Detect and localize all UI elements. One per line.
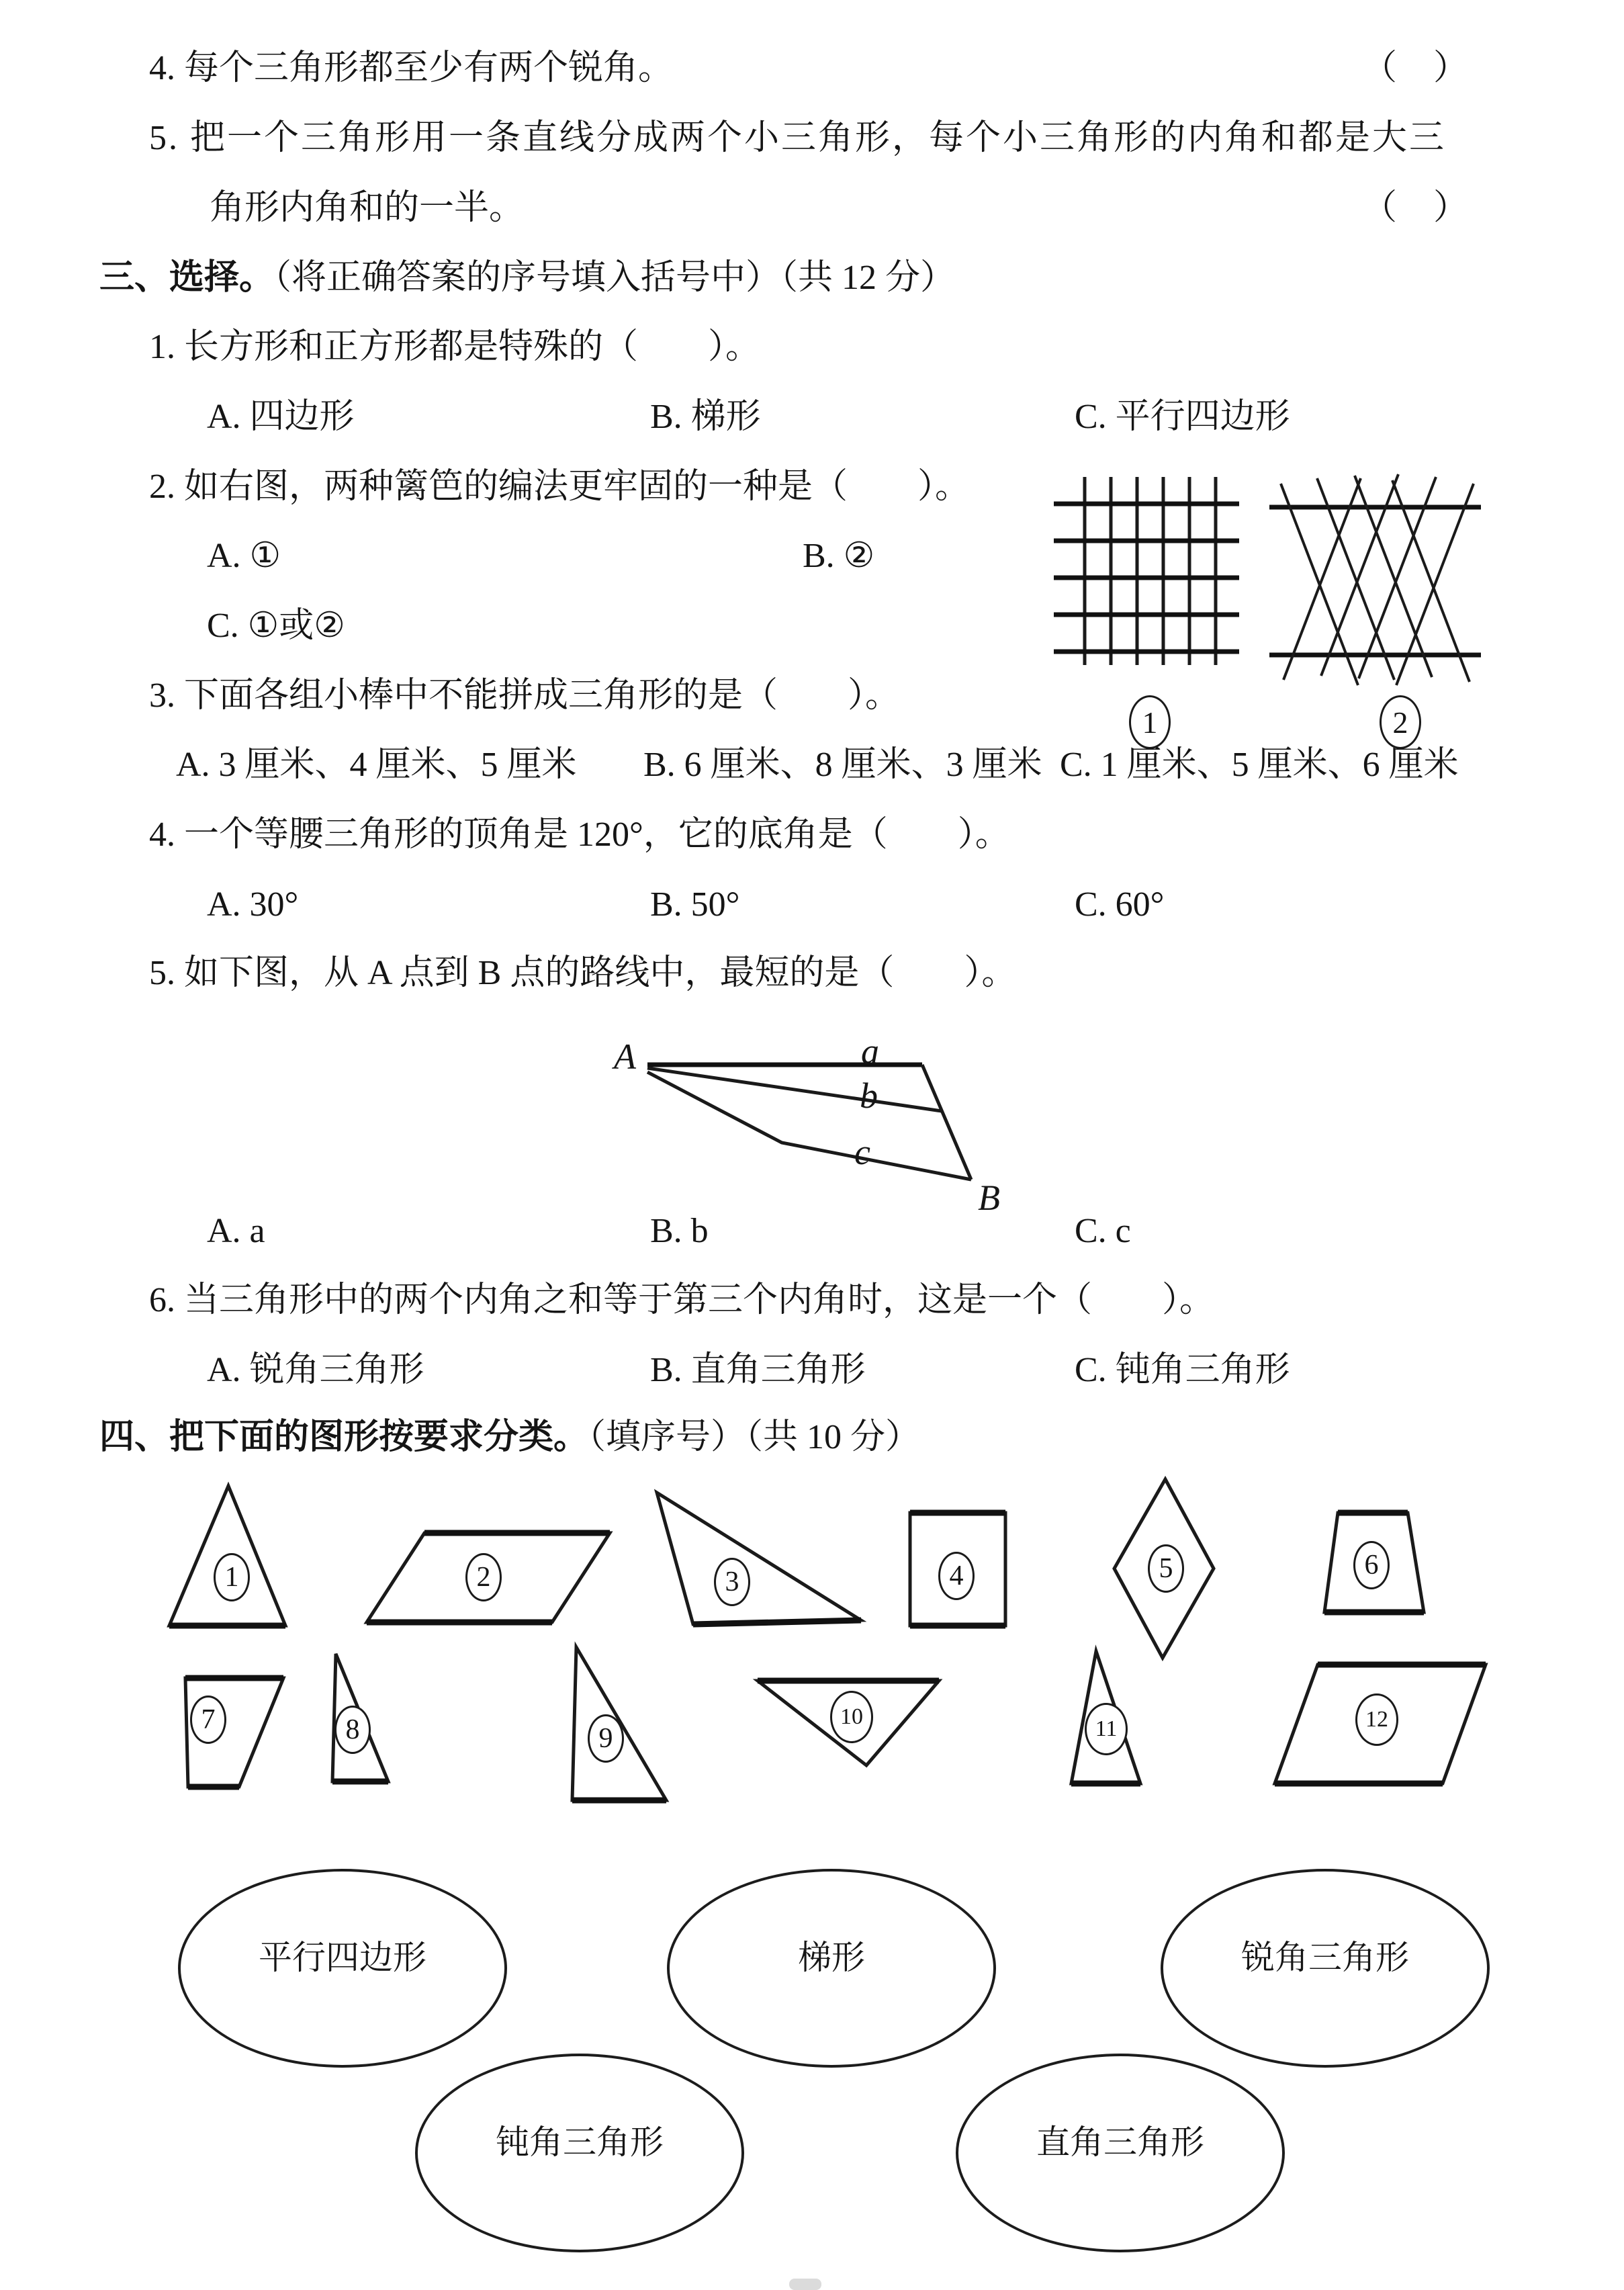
category-label-right-triangle: 直角三角形 — [1036, 2123, 1204, 2161]
fence-grid-1 — [1054, 477, 1239, 665]
choice-q2-option-a: A. ① — [207, 537, 281, 575]
choice-q5-option-c: C. c — [1075, 1212, 1131, 1250]
shape-4-number-circled: 4 — [938, 1552, 975, 1600]
category-ellipse-parallelogram — [178, 1869, 507, 2068]
choice-q6-option-c: C. 钝角三角形 — [1075, 1351, 1290, 1389]
fence-label-2-circled: 2 — [1380, 695, 1421, 749]
shape-10-number-circled: 10 — [830, 1691, 873, 1743]
shape-3-number-circled: 3 — [714, 1558, 750, 1606]
category-ellipse-trapezoid — [667, 1869, 996, 2068]
choice-q1-option-c: C. 平行四边形 — [1075, 398, 1290, 436]
choice-q3-option-a: A. 3 厘米、4 厘米、5 厘米 — [176, 746, 577, 784]
shape-3-obtuse-triangle — [657, 1493, 861, 1624]
category-label-acute-triangle: 锐角三角形 — [1241, 1939, 1409, 1976]
choice-q2-option-c: C. ①或② — [207, 607, 345, 645]
choice-q6-option-b: B. 直角三角形 — [650, 1351, 866, 1389]
choice-q4-option-a: A. 30° — [207, 885, 299, 924]
judge-q5-line2: 角形内角和的一半。 — [210, 189, 525, 227]
section3-heading-row — [99, 257, 955, 298]
category-ellipse-acute-triangle — [1161, 1869, 1490, 2068]
category-ellipse-obtuse-triangle — [415, 2054, 744, 2252]
judge-q5-answer-blank — [1362, 188, 1468, 228]
judge-q4-text: 4. 每个三角形都至少有两个锐角。 — [149, 49, 674, 87]
choice-q5-option-a: A. a — [207, 1212, 265, 1250]
category-label-trapezoid: 梯形 — [798, 1939, 865, 1976]
page-number-mark — [789, 2279, 821, 2290]
route-point-b-label: B — [978, 1178, 1000, 1218]
section3-title: 三、选择。 — [99, 258, 275, 297]
choice-q5-option-b: B. b — [650, 1212, 709, 1250]
choice-q4-text: 4. 一个等腰三角形的顶角是 120°，它的底角是（ ）。 — [149, 816, 1010, 854]
choice-q2-option-b: B. ② — [803, 537, 875, 575]
route-point-a-label: A — [614, 1037, 636, 1077]
paren-close: ） — [1433, 49, 1468, 87]
route-path-b-label: b — [860, 1075, 878, 1116]
route-path-c-label: c — [854, 1132, 870, 1172]
choice-q3-option-c: C. 1 厘米、5 厘米、6 厘米 — [1060, 746, 1459, 784]
shape-1-number-circled: 1 — [214, 1553, 250, 1601]
shape-6-number-circled: 6 — [1353, 1541, 1390, 1589]
route-right-edge-line — [922, 1065, 971, 1180]
choice-q3-option-b: B. 6 厘米、8 厘米、3 厘米 — [643, 746, 1042, 784]
choice-q1-text: 1. 长方形和正方形都是特殊的（ ）。 — [149, 328, 761, 366]
shape-9-number-circled: 9 — [588, 1714, 624, 1763]
category-ellipse-right-triangle — [956, 2054, 1285, 2252]
choice-q6-option-a: A. 锐角三角形 — [207, 1351, 424, 1389]
route-path-a-label: a — [861, 1031, 879, 1071]
category-label-parallelogram: 平行四边形 — [259, 1939, 426, 1976]
section4-note: （填序号）（共 10 分） — [588, 1418, 921, 1456]
choice-q4-option-c: C. 60° — [1075, 885, 1165, 924]
choice-q4-option-b: B. 50° — [650, 885, 740, 924]
paren-open: （ — [1362, 189, 1398, 227]
fence-weave-diagram — [1044, 464, 1515, 746]
section4-title: 四、把下面的图形按要求分类。 — [99, 1417, 589, 1456]
section4-heading-row — [99, 1417, 920, 1458]
shape-11-number-circled: 11 — [1085, 1703, 1128, 1755]
judge-q4-answer-blank — [1362, 48, 1468, 89]
category-label-obtuse-triangle: 钝角三角形 — [496, 2123, 664, 2161]
choice-q3-text: 3. 下面各组小棒中不能拼成三角形的是（ ）。 — [149, 676, 901, 715]
choice-q5-text: 5. 如下图，从 A 点到 B 点的路线中，最短的是（ ）。 — [149, 954, 1017, 992]
route-path-c-line — [647, 1072, 971, 1180]
judge-q5-line1: 5. 把一个三角形用一条直线分成两个小三角形，每个小三角形的内角和都是大三 — [149, 119, 1447, 157]
choice-q1-option-b: B. 梯形 — [650, 398, 761, 436]
choice-q1-option-a: A. 四边形 — [207, 398, 355, 436]
fence-crisscross-2 — [1269, 474, 1481, 685]
shape-7-number-circled: 7 — [190, 1696, 226, 1744]
route-path-b-line — [647, 1068, 942, 1111]
classify-shapes-figure — [94, 1471, 1531, 1814]
fence-label-1-circled: 1 — [1129, 695, 1171, 749]
shape-5-number-circled: 5 — [1148, 1544, 1184, 1593]
route-a-b-diagram — [591, 1028, 1034, 1202]
section3-note: （将正确答案的序号填入括号中）（共 12 分） — [274, 259, 956, 297]
shape-8-number-circled: 8 — [334, 1706, 371, 1754]
shape-2-number-circled: 2 — [465, 1553, 502, 1601]
paren-close: ） — [1433, 189, 1468, 227]
choice-q6-text: 6. 当三角形中的两个内角之和等于第三个内角时，这是一个（ ）。 — [149, 1281, 1215, 1319]
choice-q2-text: 2. 如右图，两种篱笆的编法更牢固的一种是（ ）。 — [149, 468, 971, 506]
paren-open: （ — [1362, 49, 1398, 87]
shape-12-number-circled: 12 — [1355, 1693, 1398, 1746]
